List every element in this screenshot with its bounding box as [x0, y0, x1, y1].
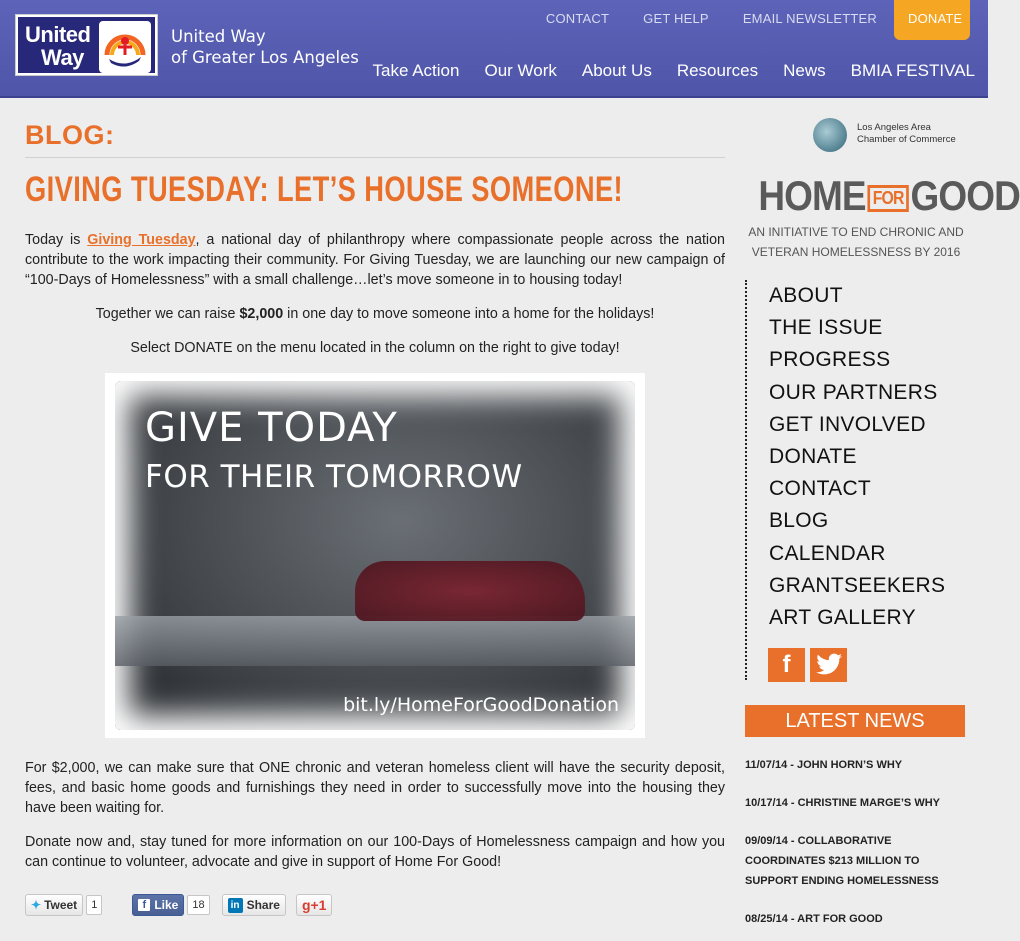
select-donate-paragraph: Select DONATE on the menu located in the column on the right to give today! [130, 340, 620, 356]
news-item[interactable]: 10/17/14 - CHRISTINE MARGE’S WHY [745, 797, 940, 809]
linkedin-share-button[interactable]: in Share [222, 894, 286, 916]
linkedin-icon: in [228, 898, 243, 913]
donate-button[interactable]: DONATE [894, 0, 970, 40]
news-item[interactable]: 09/09/14 - COLLABORATIVE COORDINATES $213 MILLION TO SUPPORT ENDING HOMELESSNESS [745, 835, 939, 887]
section-label: BLOG: [25, 110, 725, 158]
tweet-button[interactable]: ✦ Tweet [25, 894, 83, 916]
tagline-line1: AN INITIATIVE TO END CHRONIC AND [748, 225, 964, 239]
house-icon: FOR [867, 185, 908, 212]
social-share-bar [25, 894, 725, 916]
sidebar-item-blog[interactable]: BLOG [769, 509, 829, 533]
giving-tuesday-link[interactable]: Giving Tuesday [87, 232, 196, 248]
sidebar-item-about[interactable]: ABOUT [769, 284, 843, 307]
google-plus-button[interactable]: g+1 [296, 894, 333, 916]
hero-image[interactable] [105, 373, 645, 738]
like-count: 18 [187, 895, 209, 915]
hero-sleeping-figure [355, 561, 585, 621]
sidebar-nav [745, 280, 945, 680]
twitter-icon[interactable] [810, 648, 847, 682]
nav-our-work[interactable]: Our Work [484, 61, 557, 80]
sidebar-item-art-gallery[interactable]: ART GALLERY [769, 605, 916, 629]
tagline-line2: VETERAN HOMELESSNESS BY 2016 [751, 245, 961, 259]
united-way-hand-icon [99, 21, 151, 73]
sidebar-item-the-issue[interactable]: THE ISSUE [769, 316, 883, 340]
facebook-icon[interactable]: f [768, 648, 805, 682]
raise-paragraph: Together we can raise $2,000 in one day to move someone into a home for the holidays! [95, 306, 655, 322]
donate-now-paragraph: Donate now and, stay tuned for more information on our 100-Days of Homelessness campaign and how you can continue to volunteer, advocate and give in support of Home For Good! [25, 834, 725, 870]
facebook-icon: f [138, 899, 150, 911]
site-header [0, 0, 988, 98]
logo-text-united: United [25, 22, 91, 47]
sidebar-item-donate[interactable]: DONATE [769, 444, 857, 468]
latest-news-header: LATEST NEWS [745, 705, 965, 737]
sidebar-item-our-partners[interactable]: OUR PARTNERS [769, 380, 938, 404]
news-item[interactable]: 08/25/14 - ART FOR GOOD [745, 913, 883, 925]
chamber-line2: Chamber of Commerce [857, 134, 956, 145]
nav-news[interactable]: News [783, 61, 826, 80]
top-link-contact[interactable]: CONTACT [545, 11, 610, 26]
nav-take-action[interactable]: Take Action [372, 61, 460, 80]
sidebar-item-get-involved[interactable]: GET INVOLVED [769, 412, 926, 436]
hero-url: bit.ly/HomeForGoodDonation [343, 694, 619, 716]
tweet-count: 1 [86, 895, 102, 915]
news-item[interactable]: 11/07/14 - JOHN HORN’S WHY [745, 759, 903, 771]
nav-resources[interactable]: Resources [676, 61, 759, 80]
nav-about-us[interactable]: About Us [581, 61, 652, 80]
top-link-email-newsletter[interactable]: EMAIL NEWSLETTER [742, 11, 877, 26]
logo-text-way: Way [41, 45, 84, 70]
sidebar-item-contact[interactable]: CONTACT [769, 477, 872, 501]
chamber-of-commerce-logo[interactable] [813, 116, 973, 156]
hero-subheadline: FOR THEIR TOMORROW [145, 459, 523, 495]
sidebar-item-grantseekers[interactable]: GRANTSEEKERS [769, 573, 946, 597]
donation-paragraph: For $2,000, we can make sure that ONE chronic and veteran homeless client will have the security deposit, fees, and basic home goods and furnishings they need in order to successfully move into the housing they have been waiting for. [25, 760, 725, 816]
intro-paragraph: Today is Giving Tuesday, a national day of philanthropy where compassionate people across the nation contribute to the work impacting their community. For Giving Tuesday, we are launching our new campaign of “100-Days of Homelessness” with a small challenge…let’s move someone in to housing today! [25, 232, 726, 288]
main-content [25, 110, 725, 916]
raise-amount: $2,000 [239, 306, 284, 322]
utility-nav [529, 0, 988, 40]
post-title: GIVING TUESDAY: LET’S HOUSE SOMEONE! [25, 170, 624, 209]
org-name[interactable] [171, 26, 359, 68]
org-name-line1: United Way [171, 27, 266, 46]
chamber-line1: Los Angeles Area [857, 122, 931, 133]
hero-step-shape [115, 616, 635, 666]
sidebar-social [768, 648, 852, 682]
sidebar-item-calendar[interactable]: CALENDAR [769, 541, 886, 565]
top-link-get-help[interactable]: GET HELP [643, 11, 709, 26]
chamber-globe-icon [813, 118, 847, 152]
home-for-good-block [745, 172, 1020, 262]
hero-headline: GIVE TODAY [145, 405, 398, 451]
united-way-logo[interactable] [15, 14, 158, 76]
nav-bmia-festival[interactable]: BMIA FESTIVAL [850, 61, 975, 80]
sidebar-item-progress[interactable]: PROGRESS [769, 348, 891, 372]
org-name-line2: of Greater Los Angeles [171, 48, 359, 67]
home-for-good-logo[interactable]: HOME FOR GOOD [758, 172, 1020, 219]
twitter-bird-icon: ✦ [31, 898, 42, 912]
facebook-like-button[interactable]: f Like [132, 894, 184, 916]
main-nav [348, 61, 975, 81]
